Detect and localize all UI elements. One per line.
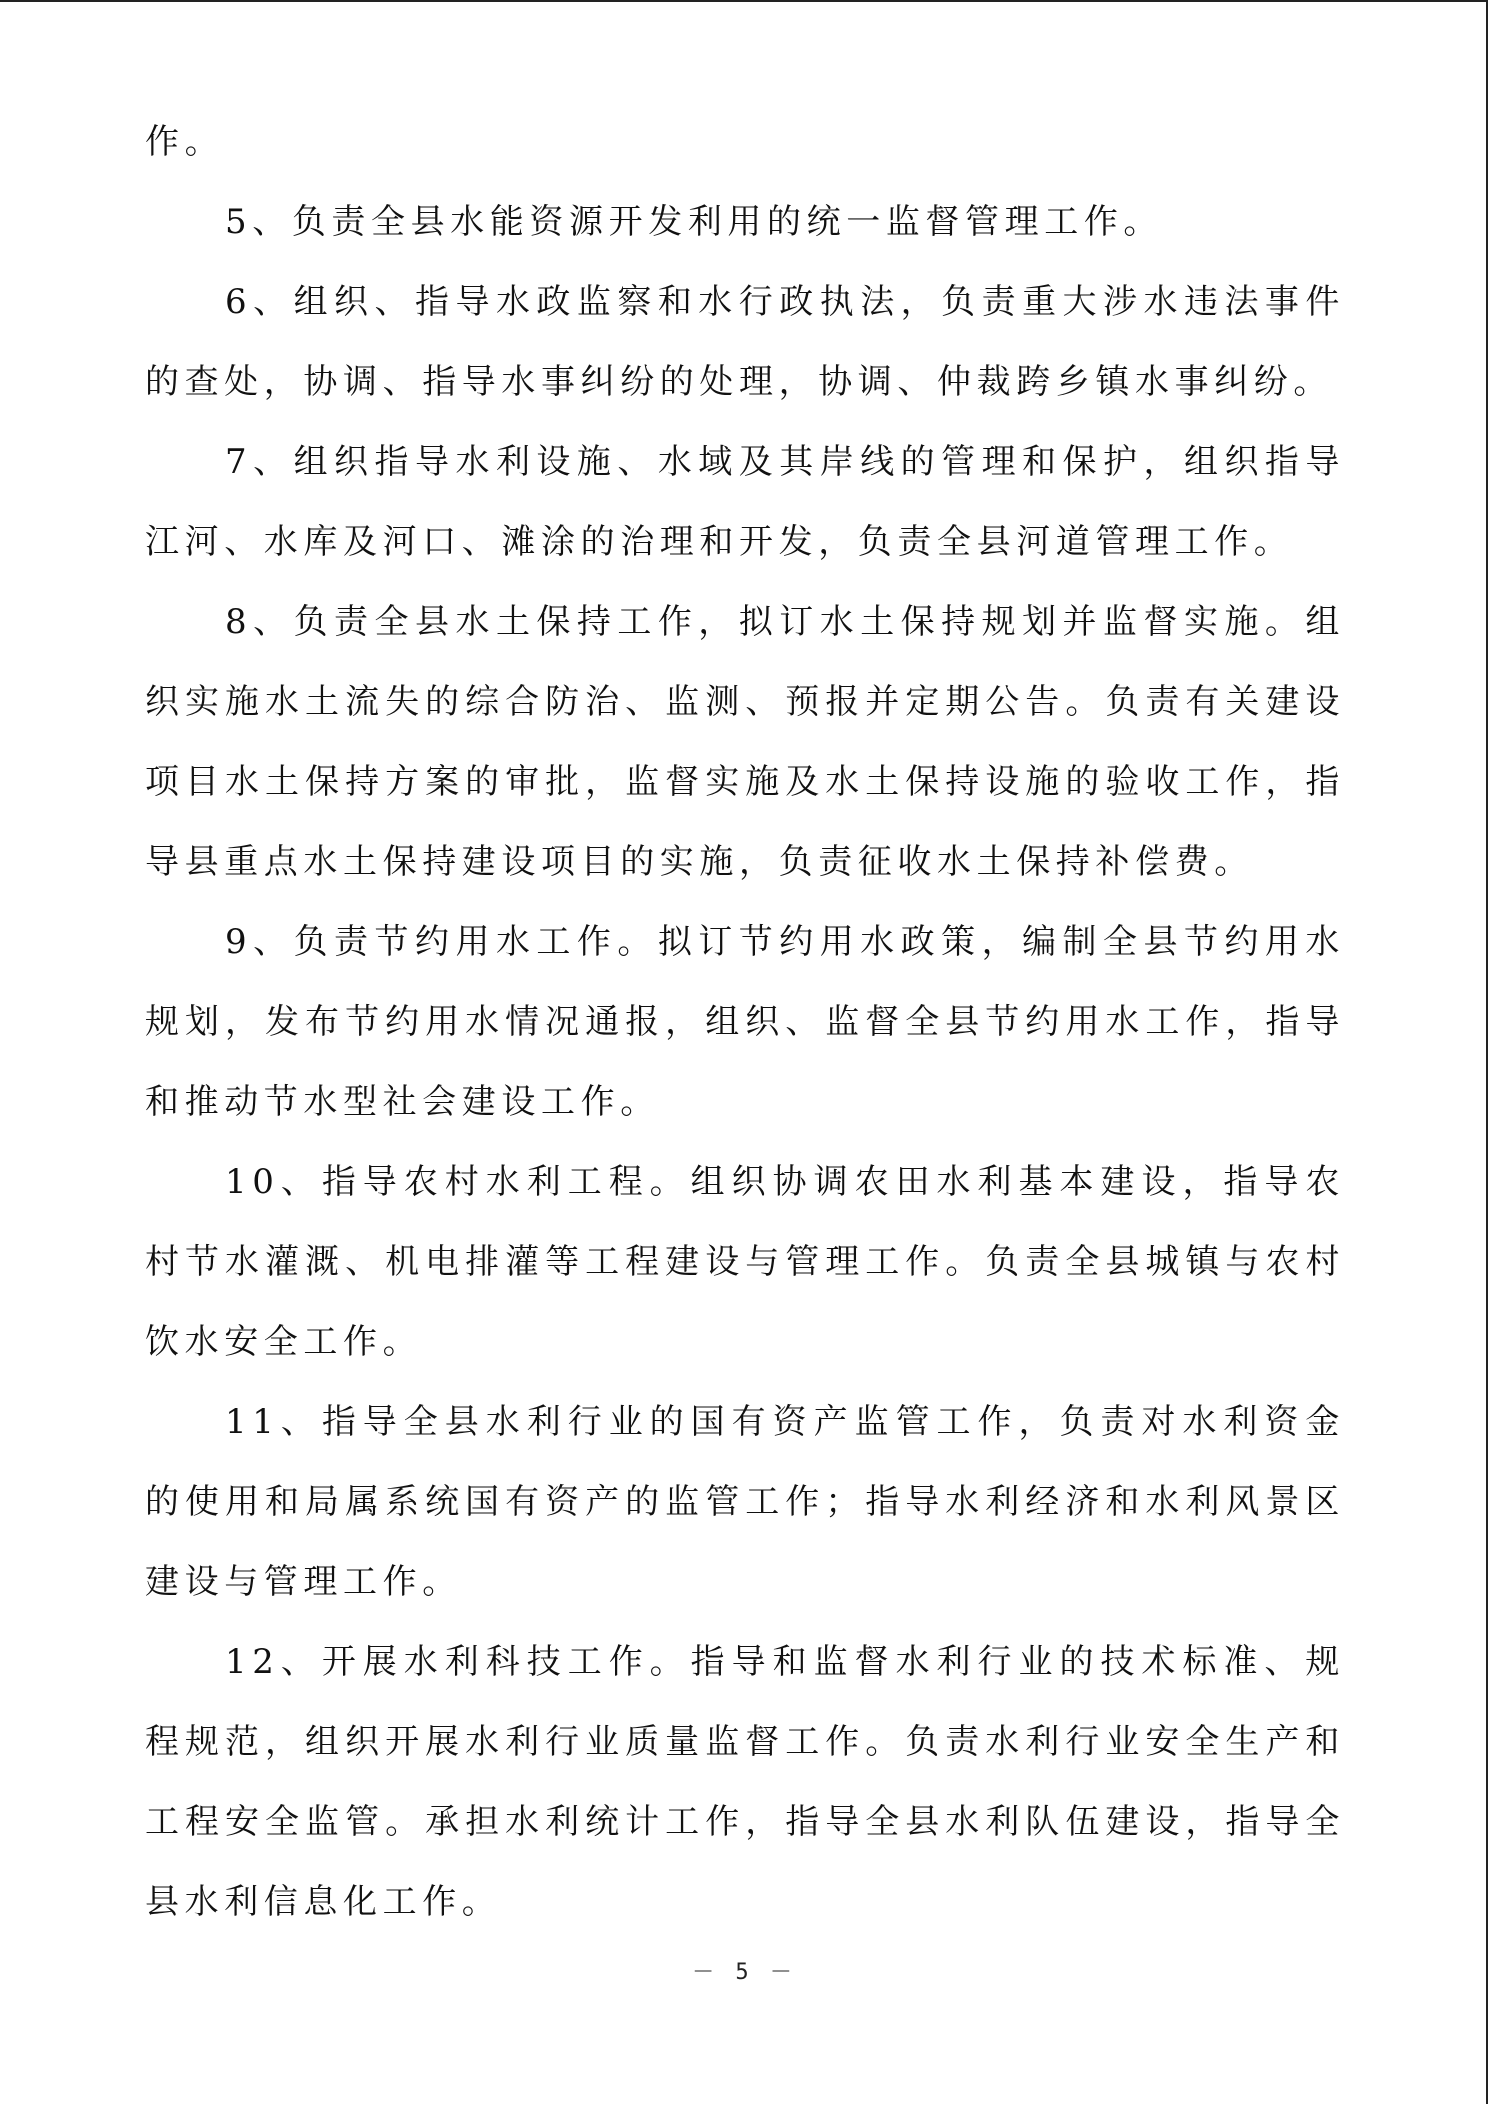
document-body	[145, 102, 1345, 1942]
paragraph-item-12: 12、开展水利科技工作。指导和监督水利行业的技术标准、规程规范，组织开展水利行业质量监督工作。负责水利行业安全生产和工程安全监管。承担水利统计工作，指导全县水利队伍建设，指导全县水利信息化工作。	[145, 1642, 1345, 1922]
paragraph-item-11: 11、指导全县水利行业的国有资产监管工作，负责对水利资金的使用和局属系统国有资产的监管工作；指导水利经济和水利风景区建设与管理工作。	[145, 1402, 1345, 1602]
paragraph-item-7: 7、组织指导水利设施、水域及其岸线的管理和保护，组织指导江河、水库及河口、滩涂的治理和开发，负责全县河道管理工作。	[145, 442, 1345, 562]
paragraph-item-8: 8、负责全县水土保持工作，拟订水土保持规划并监督实施。组织实施水土流失的综合防治、监测、预报并定期公告。负责有关建设项目水土保持方案的审批，监督实施及水土保持设施的验收工作，指导县重点水土保持建设项目的实施，负责征收水土保持补偿费。	[145, 602, 1345, 882]
paragraph-item-9: 9、负责节约用水工作。拟订节约用水政策，编制全县节约用水规划，发布节约用水情况通报，组织、监督全县节约用水工作，指导和推动节水型社会建设工作。	[145, 922, 1345, 1122]
paragraph-continuation: 作。	[145, 122, 225, 162]
paragraph-item-5: 5、负责全县水能资源开发利用的统一监督管理工作。	[225, 202, 1164, 242]
page-number: － 5 －	[692, 1960, 796, 1985]
paragraph-item-10: 10、指导农村水利工程。组织协调农田水利基本建设，指导农村节水灌溉、机电排灌等工程建设与管理工作。负责全县城镇与农村饮水安全工作。	[145, 1162, 1345, 1362]
paragraph-item-6: 6、组织、指导水政监察和水行政执法，负责重大涉水违法事件的查处，协调、指导水事纠纷的处理，协调、仲裁跨乡镇水事纠纷。	[145, 282, 1345, 402]
